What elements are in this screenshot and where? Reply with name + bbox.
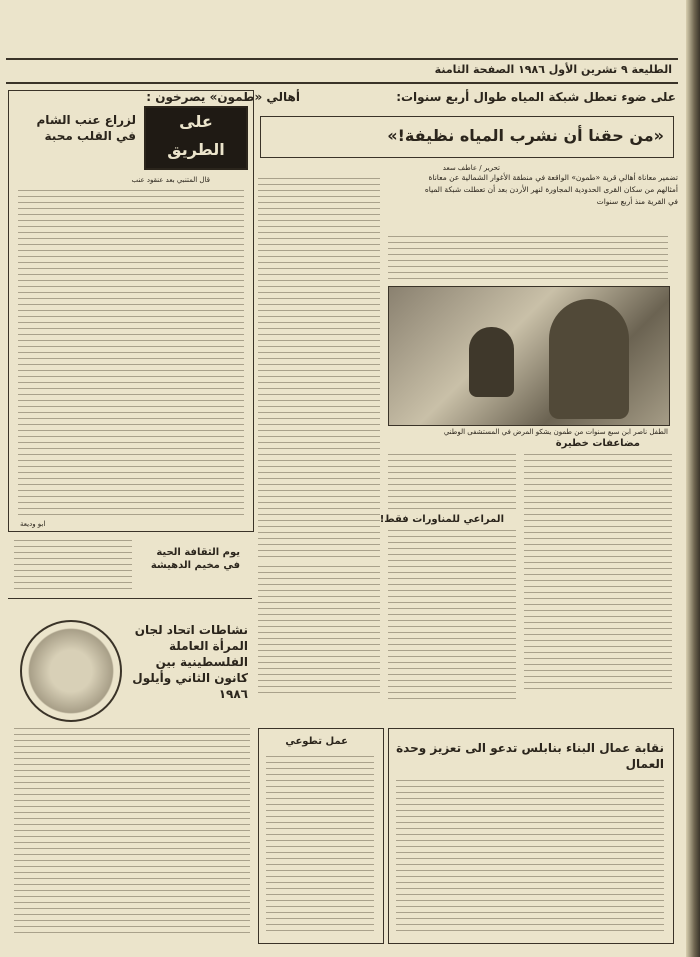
column-text: [18, 190, 244, 518]
photo-woman: [549, 299, 629, 419]
page-header: [6, 58, 678, 84]
lead-text: تضمير معاناة أهالي قرية «طمون» الواقعة في منطقة الأغوار الشمالية عن معاناة أمثالهم من سكان القرى الحدودية المجاورة لنهر الأردن بعد أن تعطلت شبكة المياه في القرية منذ أربع سنوات: [424, 173, 678, 206]
logo-bottom: الطريق: [167, 140, 225, 159]
main-kicker-2: أهالي «طمون» يصرخون :: [146, 90, 300, 104]
logo-top: على: [179, 112, 213, 131]
union-text: [396, 780, 664, 936]
section-volunteer: عمل تطوعي: [285, 736, 348, 747]
union-headline: نقابة عمال البناء بنابلس تدعو الى تعزيز وحدة العمال: [396, 741, 664, 771]
column-logo: [144, 106, 248, 170]
main-kicker: على ضوء تعطل شبكة المياه طوال أربع سنوات:: [396, 90, 676, 104]
column-title: لزراع عنب الشام في القلب محبة: [36, 113, 136, 143]
photo: [388, 286, 670, 426]
byline: تحرير / عاطف سعد: [442, 164, 500, 172]
column-signoff: ابو وديعة: [20, 520, 46, 528]
divider: [8, 598, 252, 599]
section-settlements: المراعي للمناورات فقط!: [379, 514, 504, 525]
middle-column-text: [258, 178, 380, 558]
column-author: قال المتنبي بعد عنقود عنب: [131, 176, 210, 184]
women-text: [14, 728, 250, 938]
header-text: الطليعة ٩ تشرين الأول ١٩٨٦ الصفحة الثامنة: [434, 63, 672, 76]
binding-spine: [686, 0, 700, 957]
section-complications: مضاعفات خطيرة: [555, 438, 640, 449]
volunteer-text: [266, 756, 374, 936]
photo-caption: الطفل ناصر ابن سبع سنوات من طمون يشكو المرض في المستشفى الوطني: [443, 428, 668, 436]
women-headline: نشاطات اتحاد لجان المرأة العاملة الفلسطينية بين كانون الثاني وأيلول ١٩٨٦: [132, 623, 248, 701]
women-union-emblem: [20, 620, 122, 722]
col2-text-b: [258, 566, 380, 696]
lead-lines: [388, 236, 668, 280]
col3-text-a: [388, 454, 516, 510]
women-date-line: يوم الثقافة الحية في مخيم الدهيشة: [150, 547, 240, 571]
right-column-text: [524, 454, 672, 694]
col3-text-b: [388, 530, 516, 700]
women-intro-text: [14, 540, 132, 590]
main-headline: «من حقنا أن نشرب المياه نظيفة!»: [387, 126, 664, 145]
photo-child: [469, 327, 514, 397]
